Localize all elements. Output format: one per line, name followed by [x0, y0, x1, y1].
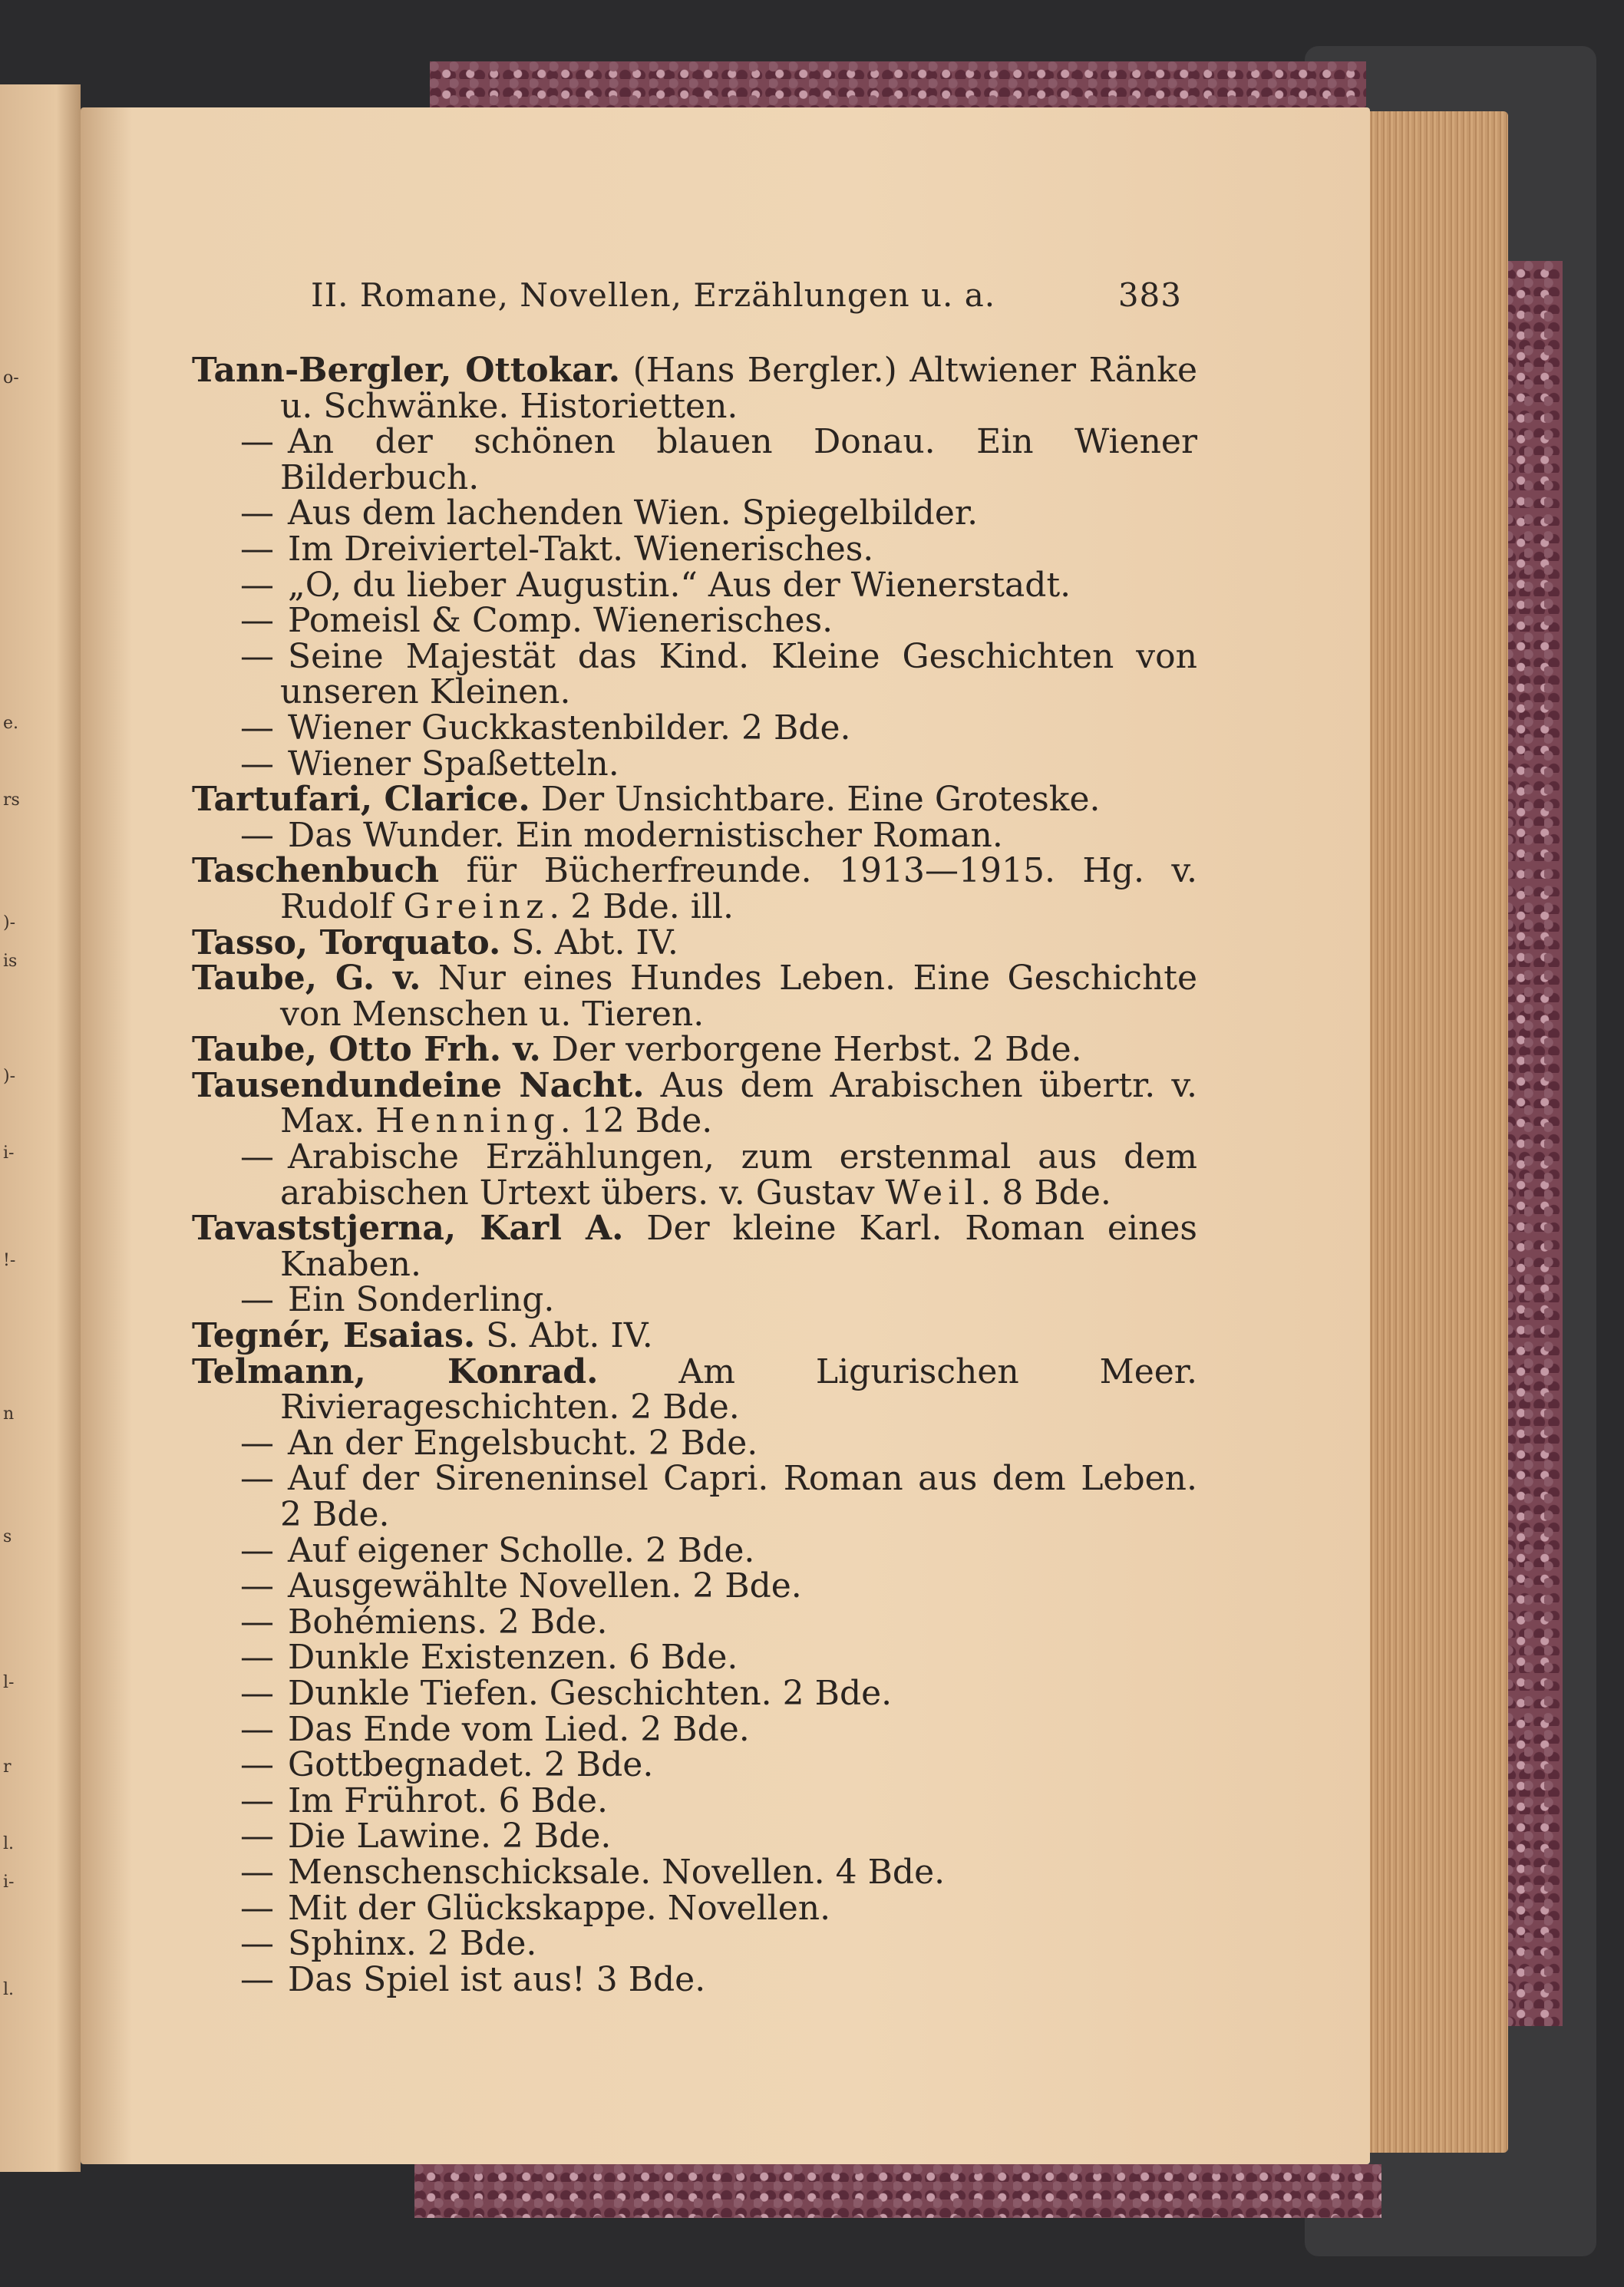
ditto-dash: — — [240, 1817, 274, 1856]
author-entry — [192, 782, 1197, 818]
entry-text: für Bücherfreunde. 1913—1915. Hg. v. Rudolf — [280, 851, 1197, 926]
left-page-letter: !- — [3, 1251, 16, 1270]
sub-entry — [192, 1852, 1197, 1892]
author-name: Telmann, Konrad. — [192, 1351, 599, 1391]
left-page-edge — [0, 84, 81, 2172]
sub-entry — [192, 1530, 1197, 1570]
author-entry — [192, 1318, 1197, 1355]
ditto-dash: — — [240, 1459, 274, 1499]
sub-entry — [192, 1747, 1197, 1784]
ditto-dash: — — [240, 1530, 274, 1570]
marbled-edge-right — [1504, 261, 1563, 2026]
ditto-dash: — — [240, 1709, 274, 1749]
entry-text: Dunkle Tiefen. Geschichten. 2 Bde. — [288, 1673, 893, 1713]
ditto-dash: — — [240, 744, 274, 784]
entry-text-tail: . 12 Bde. — [559, 1101, 713, 1141]
author-entry — [192, 1065, 1197, 1141]
author-entry — [192, 353, 1197, 424]
author-name: Tausendundeine Nacht. — [192, 1065, 645, 1105]
entry-text: S. Abt. IV. — [475, 1316, 653, 1356]
ditto-dash: — — [240, 1638, 274, 1678]
entry-text: Gottbegnadet. 2 Bde. — [288, 1745, 654, 1785]
ditto-dash: — — [240, 529, 274, 569]
author-name: Tann-Bergler, Ottokar. — [192, 351, 621, 390]
entry-text: Das Wunder. Ein modernistischer Roman. — [288, 815, 1003, 855]
ditto-dash: — — [240, 1673, 274, 1713]
ditto-dash: — — [240, 1566, 274, 1606]
left-page-letter: rs — [3, 790, 20, 810]
entry-text: Wiener Spaßetteln. — [288, 744, 619, 784]
entry-text: Wiener Guckkastenbilder. 2 Bde. — [288, 708, 851, 747]
left-page-letter: e. — [3, 714, 19, 733]
author-name: Tasso, Torquato. — [192, 922, 501, 962]
sub-entry — [192, 565, 1197, 605]
entry-text: „O, du lieber Augustin.“ Aus der Wienerstadt. — [288, 565, 1071, 605]
entry-text: Aus dem lachenden Wien. Spiegelbilder. — [288, 493, 979, 533]
sub-entry — [192, 1461, 1197, 1533]
sub-entry — [192, 1137, 1197, 1213]
sub-entry — [192, 1888, 1197, 1928]
sub-entry — [192, 744, 1197, 784]
entry-text: Pomeisl & Comp. Wienerisches. — [288, 601, 833, 641]
sub-entry — [192, 1423, 1197, 1463]
entry-text: (Hans Bergler.) Altwiener Ränke u. Schwänke. Historietten. — [280, 351, 1197, 426]
sub-entry — [192, 1673, 1197, 1713]
author-name: Tavaststjerna, Karl A. — [192, 1209, 624, 1249]
author-name: Tartufari, Clarice. — [192, 780, 530, 820]
entry-text: Arabische Erzählungen, zum erstenmal aus dem arabischen Urtext übers. v. Gustav — [280, 1137, 1197, 1213]
sub-entry — [192, 1819, 1197, 1855]
spaced-name: Henning — [375, 1101, 560, 1141]
left-page-letter: i- — [3, 1144, 15, 1163]
sub-entry — [192, 1709, 1197, 1749]
entry-text: Der Unsichtbare. Eine Groteske. — [530, 780, 1101, 820]
entry-text: Auf eigener Scholle. 2 Bde. — [288, 1530, 755, 1570]
running-title: II. Romane, Novellen, Erzählungen u. a. — [311, 276, 996, 314]
ditto-dash: — — [240, 636, 274, 676]
entry-text: Im Frührot. 6 Bde. — [288, 1780, 609, 1820]
sub-entry — [192, 708, 1197, 747]
ditto-dash: — — [240, 601, 274, 641]
entry-text: Auf der Sireneninsel Capri. Roman aus dem Leben. 2 Bde. — [280, 1459, 1197, 1534]
sub-entry — [192, 636, 1197, 712]
left-page-letter: l. — [3, 1980, 15, 1999]
entry-text: Am Ligurischen Meer. Rivierageschichten. 2 Bde. — [280, 1351, 1197, 1427]
left-page-letter: l- — [3, 1673, 15, 1692]
left-page-letter: s — [3, 1527, 12, 1546]
sub-entry — [192, 1640, 1197, 1676]
left-page-letter: i- — [3, 1873, 15, 1892]
page-header — [311, 276, 1182, 322]
entry-text: Im Dreiviertel-Takt. Wienerisches. — [288, 529, 874, 569]
author-entry — [192, 1032, 1197, 1068]
left-page-letter: )- — [3, 1067, 16, 1086]
spaced-name: Weil — [885, 1173, 981, 1213]
ditto-dash: — — [240, 422, 274, 462]
entry-text-tail: . 2 Bde. ill. — [549, 886, 734, 926]
ditto-dash: — — [240, 1137, 274, 1177]
sub-entry — [192, 815, 1197, 855]
ditto-dash: — — [240, 1745, 274, 1785]
ditto-dash: — — [240, 815, 274, 855]
sub-entry — [192, 493, 1197, 533]
entry-text: Menschenschicksale. Novellen. 4 Bde. — [288, 1852, 946, 1892]
ditto-dash: — — [240, 1959, 274, 1999]
entry-text: S. Abt. IV. — [500, 922, 678, 962]
left-page-letter: r — [3, 1757, 12, 1777]
entry-text: Mit der Glückskappe. Novellen. — [288, 1888, 831, 1928]
ditto-dash: — — [240, 1924, 274, 1964]
sub-entry — [192, 1566, 1197, 1606]
sub-entry — [192, 1282, 1197, 1318]
entry-text: Ein Sonderling. — [288, 1280, 555, 1320]
author-name: Taschenbuch — [192, 851, 440, 891]
ditto-dash: — — [240, 1780, 274, 1820]
sub-entry — [192, 529, 1197, 569]
author-name: Taube, Otto Frh. v. — [192, 1030, 541, 1070]
ditto-dash: — — [240, 1888, 274, 1928]
entry-text: Aus dem Arabischen übertr. v. Max. — [280, 1065, 1197, 1141]
page-number: 383 — [1117, 276, 1182, 314]
ditto-dash: — — [240, 1602, 274, 1642]
page-edges — [1362, 111, 1508, 2153]
entry-text: Das Ende vom Lied. 2 Bde. — [288, 1709, 750, 1749]
entry-text: An der Engelsbucht. 2 Bde. — [288, 1423, 758, 1463]
left-page-letter: n — [3, 1404, 15, 1424]
entry-text: Dunkle Existenzen. 6 Bde. — [288, 1638, 738, 1678]
left-page-letter: l. — [3, 1834, 15, 1853]
marbled-edge-bottom — [414, 2164, 1381, 2218]
entry-text: Das Spiel ist aus! 3 Bde. — [288, 1959, 706, 1999]
entry-text: An der schönen blauen Donau. Ein Wiener Bilderbuch. — [280, 422, 1197, 497]
ditto-dash: — — [240, 493, 274, 533]
catalog-entries — [192, 353, 1197, 1998]
author-entry — [192, 853, 1197, 925]
ditto-dash: — — [240, 1280, 274, 1320]
entry-text: Der kleine Karl. Roman eines Knaben. — [280, 1209, 1197, 1284]
spaced-name: Greinz — [403, 886, 550, 926]
sub-entry — [192, 424, 1197, 496]
sub-entry — [192, 1926, 1197, 1962]
entry-text: Der verborgene Herbst. 2 Bde. — [540, 1030, 1082, 1070]
author-entry — [192, 961, 1197, 1032]
author-entry — [192, 1211, 1197, 1282]
author-entry — [192, 922, 1197, 962]
left-page-letter: o- — [3, 368, 19, 388]
entry-text: Die Lawine. 2 Bde. — [288, 1817, 612, 1856]
entry-text: Ausgewählte Novellen. 2 Bde. — [288, 1566, 802, 1606]
sub-entry — [192, 1780, 1197, 1820]
author-entry — [192, 1351, 1197, 1427]
author-name: Taube, G. v. — [192, 959, 421, 998]
ditto-dash: — — [240, 1852, 274, 1892]
left-page-letter: is — [3, 952, 18, 971]
entry-text-tail: . 8 Bde. — [980, 1173, 1111, 1213]
entry-text: Seine Majestät das Kind. Kleine Geschichten von unseren Kleinen. — [280, 636, 1197, 712]
ditto-dash: — — [240, 565, 274, 605]
sub-entry — [192, 1602, 1197, 1642]
left-page-letter: )- — [3, 913, 16, 932]
sub-entry — [192, 603, 1197, 639]
ditto-dash: — — [240, 1423, 274, 1463]
ditto-dash: — — [240, 708, 274, 747]
entry-text: Bohémiens. 2 Bde. — [288, 1602, 608, 1642]
author-name: Tegnér, Esaias. — [192, 1316, 476, 1356]
entry-text: Nur eines Hundes Leben. Eine Geschichte von Menschen u. Tieren. — [280, 959, 1197, 1034]
entry-text: Sphinx. 2 Bde. — [288, 1924, 537, 1964]
sub-entry — [192, 1959, 1197, 1999]
